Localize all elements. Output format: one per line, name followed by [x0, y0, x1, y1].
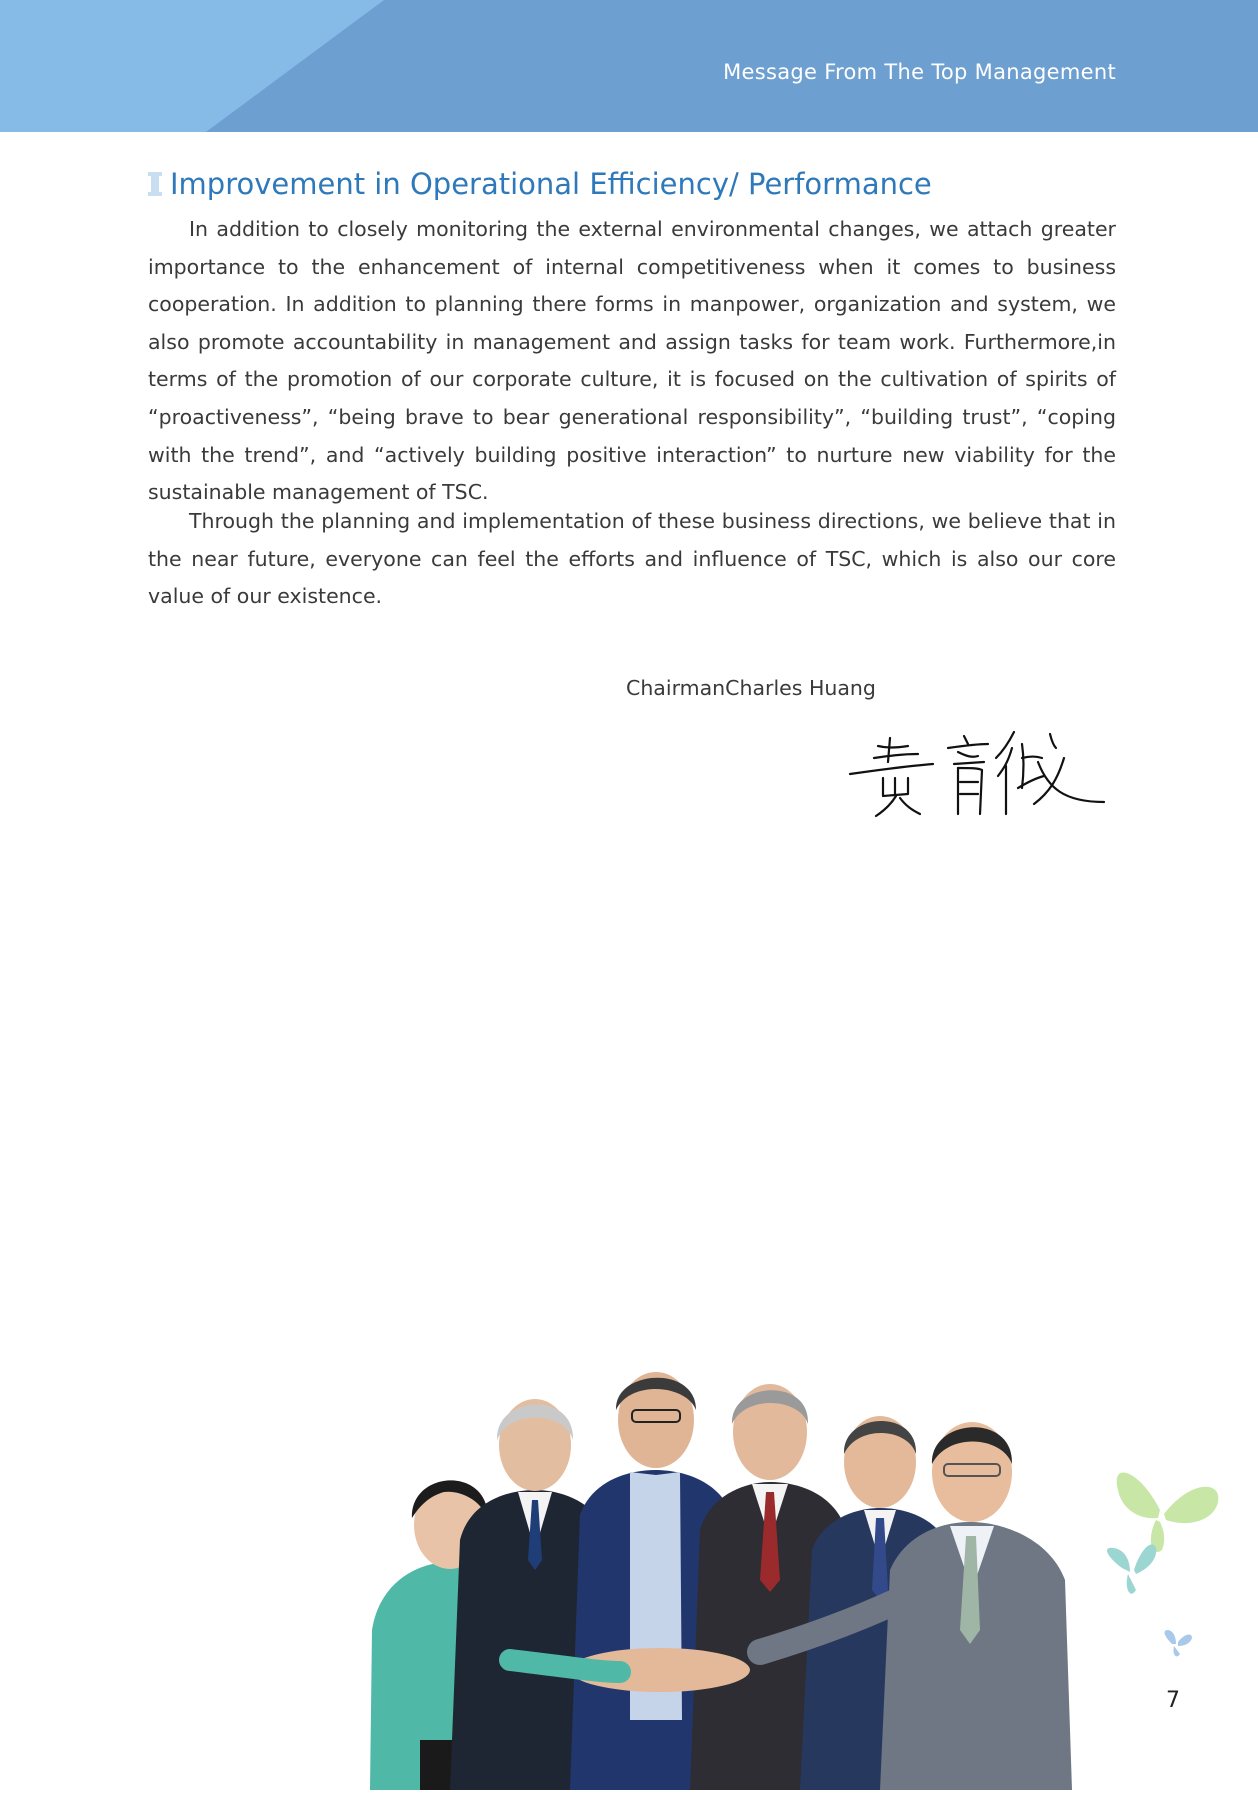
decorative-butterflies — [1100, 1450, 1240, 1675]
body-paragraph-2-text: Through the planning and implementation of these business directions, we believe that in the near future, everyone can feel the efforts and influence of TSC, which is also our core value of our existence. — [148, 509, 1116, 609]
body-paragraph-1-text: In addition to closely monitoring the external environmental changes, we attach greater importance to the enhancement of internal competitiveness when it comes to business cooperation. In addition to planning there forms in manpower, organization and system, we also promote accountability in management and assign tasks for team work. Furthermore,in terms of the promotion of our corporate culture, it is focused on the cultivation of spirits of “proactiveness”, “being brave to bear generational responsibility”, “building trust”, “coping with the trend”, and “actively building positive interaction” to nurture new viability for the sustainable management of TSC. — [148, 217, 1116, 505]
handwritten-signature — [838, 718, 1108, 823]
management-group-photo — [360, 1300, 1120, 1795]
butterfly-icon-teal — [1107, 1544, 1156, 1593]
butterfly-icon-blue — [1165, 1630, 1192, 1656]
page-number: 7 — [1166, 1688, 1180, 1713]
header-title: Message From The Top Management — [723, 60, 1116, 84]
body-paragraph-1 — [148, 211, 1116, 512]
page-header — [0, 0, 1258, 132]
body-paragraph-2 — [148, 503, 1116, 616]
section-title: Improvement in Operational Efficiency/ Performance — [170, 167, 932, 201]
heading-bullet-icon — [148, 172, 162, 196]
section-heading — [148, 164, 932, 204]
butterfly-icon-green — [1117, 1473, 1219, 1552]
signature-label: ChairmanCharles Huang — [626, 676, 876, 700]
